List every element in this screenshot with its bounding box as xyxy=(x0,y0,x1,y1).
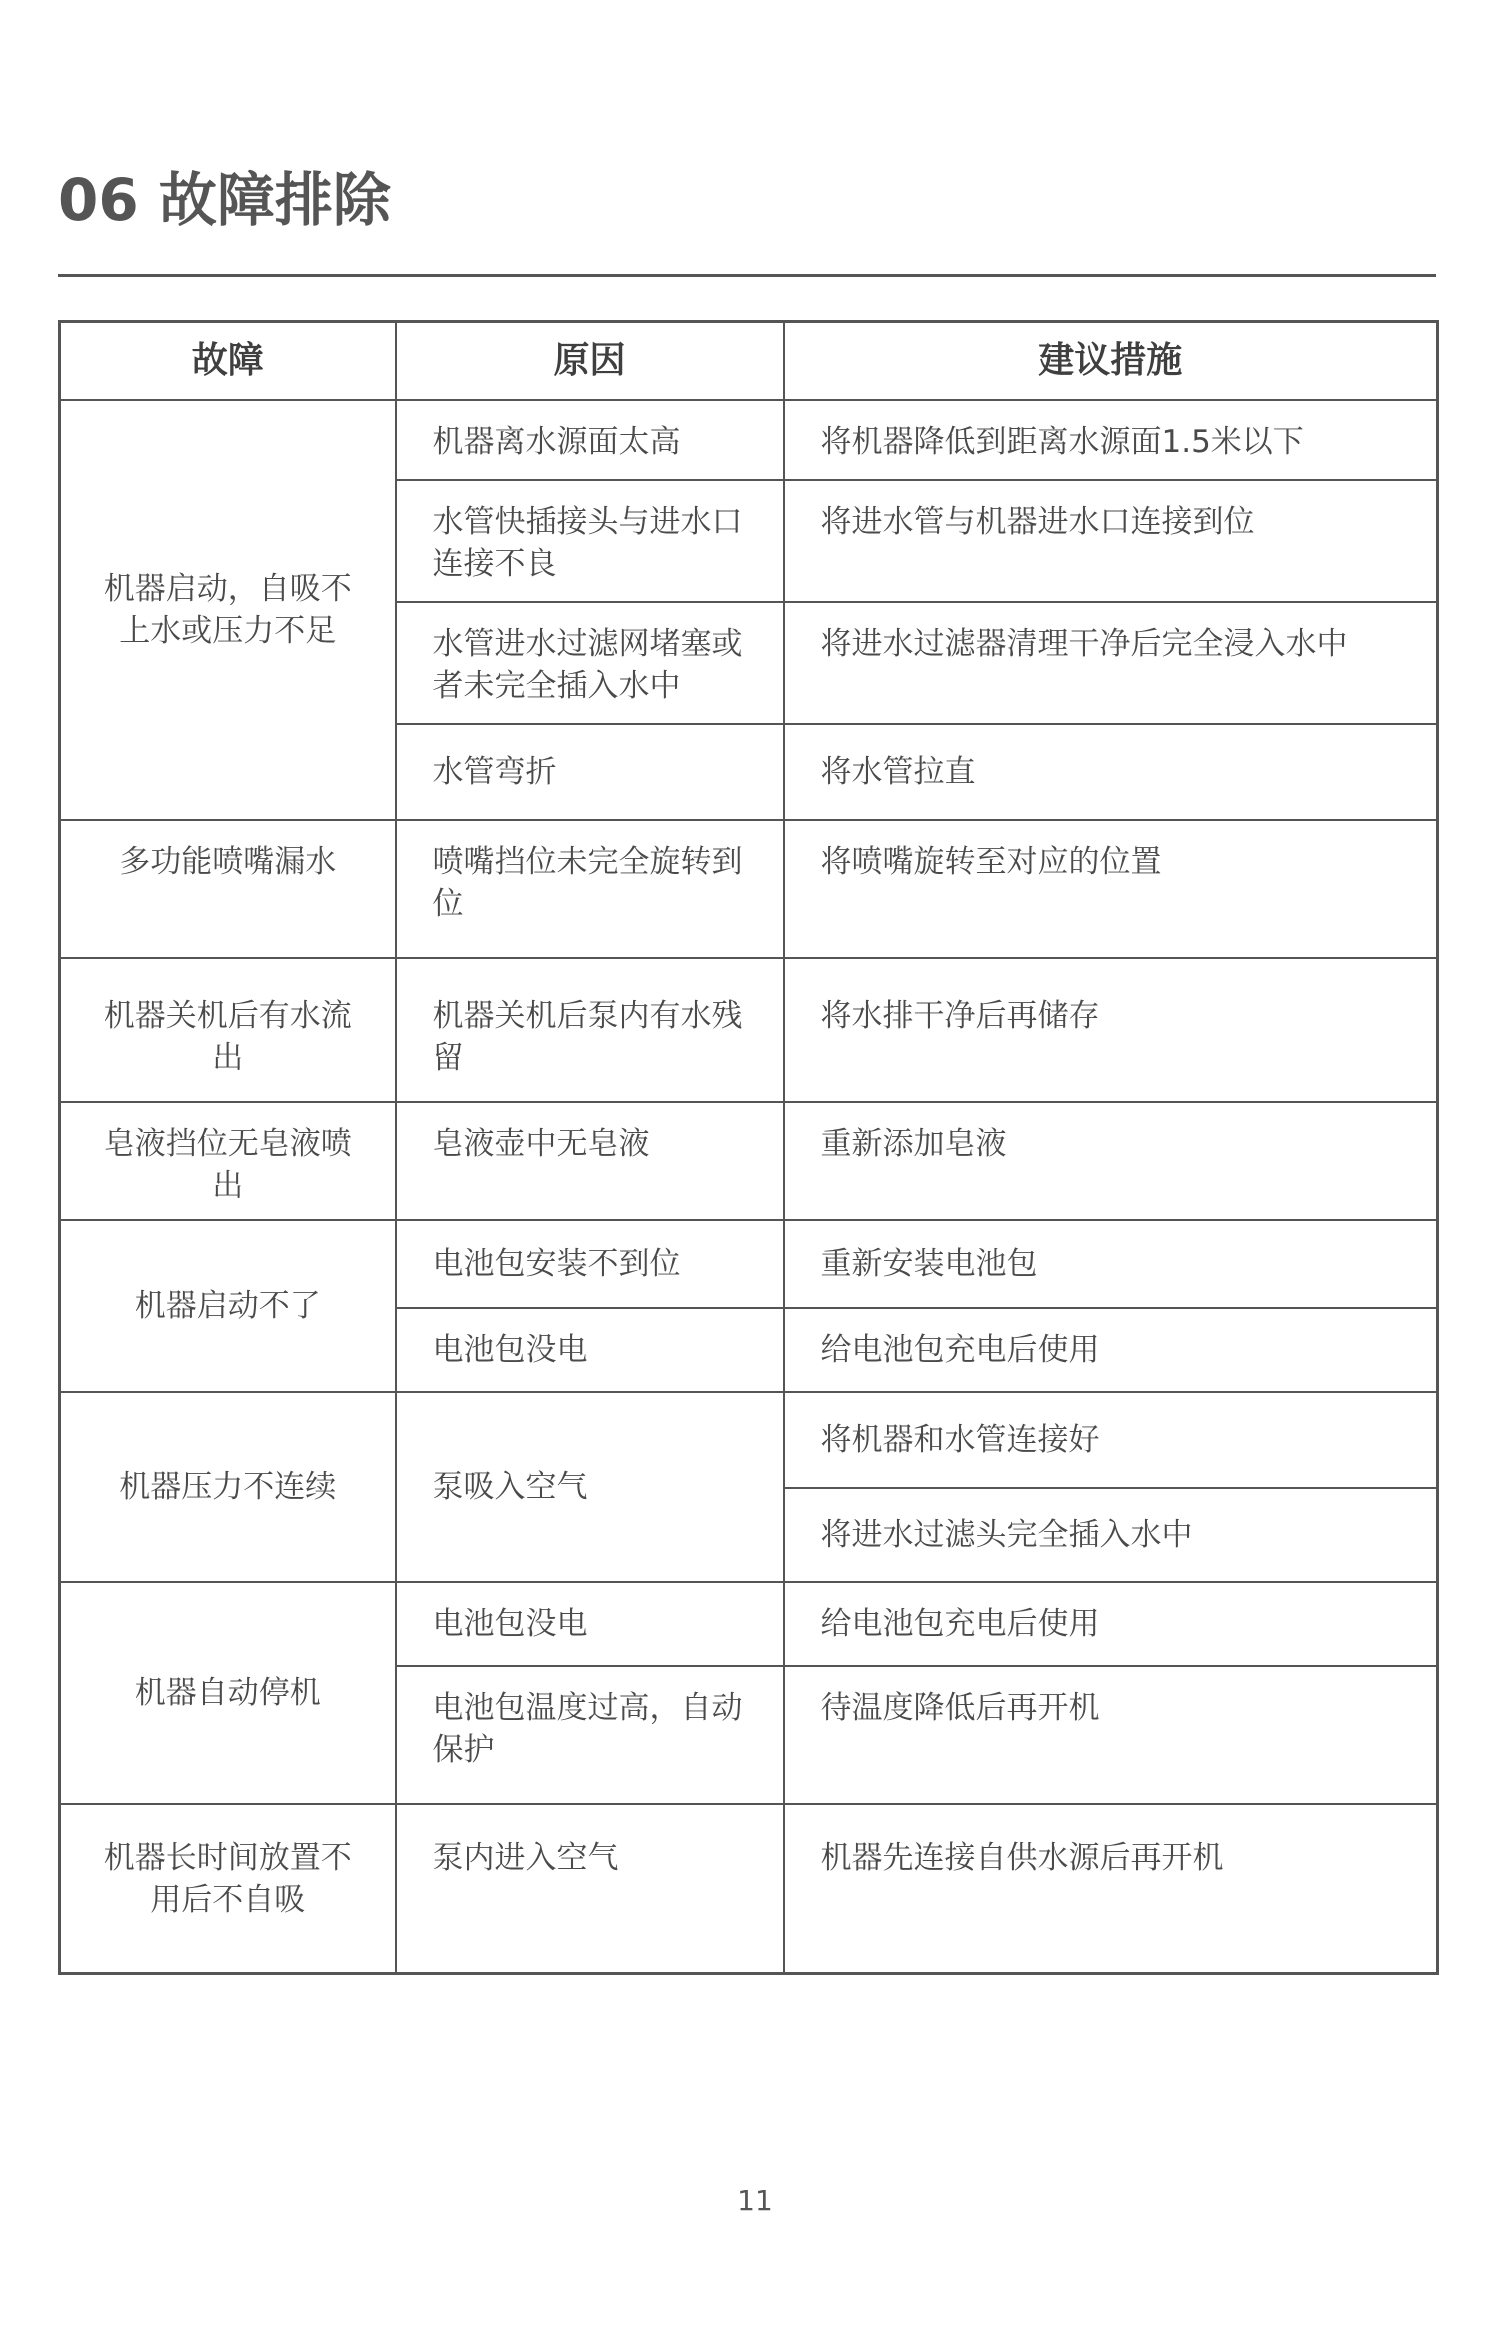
fault-cell: 多功能喷嘴漏水 xyxy=(60,820,396,958)
action-cell: 将进水管与机器进水口连接到位 xyxy=(784,480,1438,602)
cause-cell: 电池包没电 xyxy=(396,1308,784,1392)
page-number: 11 xyxy=(737,2184,773,2217)
action-cell: 重新安装电池包 xyxy=(784,1220,1438,1308)
fault-cell: 皂液挡位无皂液喷出 xyxy=(60,1102,396,1220)
header-cause: 原因 xyxy=(396,322,784,400)
cause-cell: 电池包安装不到位 xyxy=(396,1220,784,1308)
action-cell: 将机器降低到距离水源面1.5米以下 xyxy=(784,400,1438,480)
header-fault: 故障 xyxy=(60,322,396,400)
cause-cell: 机器关机后泵内有水残留 xyxy=(396,958,784,1102)
fault-cell: 机器启动，自吸不上水或压力不足 xyxy=(60,400,396,820)
action-cell: 将水管拉直 xyxy=(784,724,1438,820)
header-action: 建议措施 xyxy=(784,322,1438,400)
table-row xyxy=(60,1804,1438,1974)
cause-cell: 皂液壶中无皂液 xyxy=(396,1102,784,1220)
action-cell: 机器先连接自供水源后再开机 xyxy=(784,1804,1438,1974)
fault-cell: 机器长时间放置不用后不自吸 xyxy=(60,1804,396,1974)
fault-cell: 机器压力不连续 xyxy=(60,1392,396,1582)
fault-cell: 机器启动不了 xyxy=(60,1220,396,1392)
cause-cell: 喷嘴挡位未完全旋转到位 xyxy=(396,820,784,958)
table-row xyxy=(60,1102,1438,1220)
action-cell: 将水排干净后再储存 xyxy=(784,958,1438,1102)
cause-cell: 泵吸入空气 xyxy=(396,1392,784,1582)
fault-cell: 机器自动停机 xyxy=(60,1582,396,1804)
table-row xyxy=(60,1220,1438,1308)
action-cell: 给电池包充电后使用 xyxy=(784,1582,1438,1666)
fault-cell: 机器关机后有水流出 xyxy=(60,958,396,1102)
cause-cell: 水管快插接头与进水口连接不良 xyxy=(396,480,784,602)
table-row xyxy=(60,1392,1438,1488)
action-cell: 重新添加皂液 xyxy=(784,1102,1438,1220)
cause-cell: 电池包温度过高，自动保护 xyxy=(396,1666,784,1804)
cause-cell: 机器离水源面太高 xyxy=(396,400,784,480)
action-cell: 将进水过滤头完全插入水中 xyxy=(784,1488,1438,1582)
table-row xyxy=(60,958,1438,1102)
table-row xyxy=(60,1582,1438,1666)
table-header-row xyxy=(60,322,1438,400)
troubleshooting-table xyxy=(58,320,1439,1975)
action-cell: 将进水过滤器清理干净后完全浸入水中 xyxy=(784,602,1438,724)
action-cell: 待温度降低后再开机 xyxy=(784,1666,1438,1804)
action-cell: 给电池包充电后使用 xyxy=(784,1308,1438,1392)
cause-cell: 水管进水过滤网堵塞或者未完全插入水中 xyxy=(396,602,784,724)
action-cell: 将喷嘴旋转至对应的位置 xyxy=(784,820,1438,958)
action-cell: 将机器和水管连接好 xyxy=(784,1392,1438,1488)
title-divider xyxy=(58,274,1436,277)
table-row xyxy=(60,400,1438,480)
cause-cell: 水管弯折 xyxy=(396,724,784,820)
cause-cell: 电池包没电 xyxy=(396,1582,784,1666)
cause-cell: 泵内进入空气 xyxy=(396,1804,784,1974)
page-title: 06 故障排除 xyxy=(58,166,391,234)
table-row xyxy=(60,820,1438,958)
